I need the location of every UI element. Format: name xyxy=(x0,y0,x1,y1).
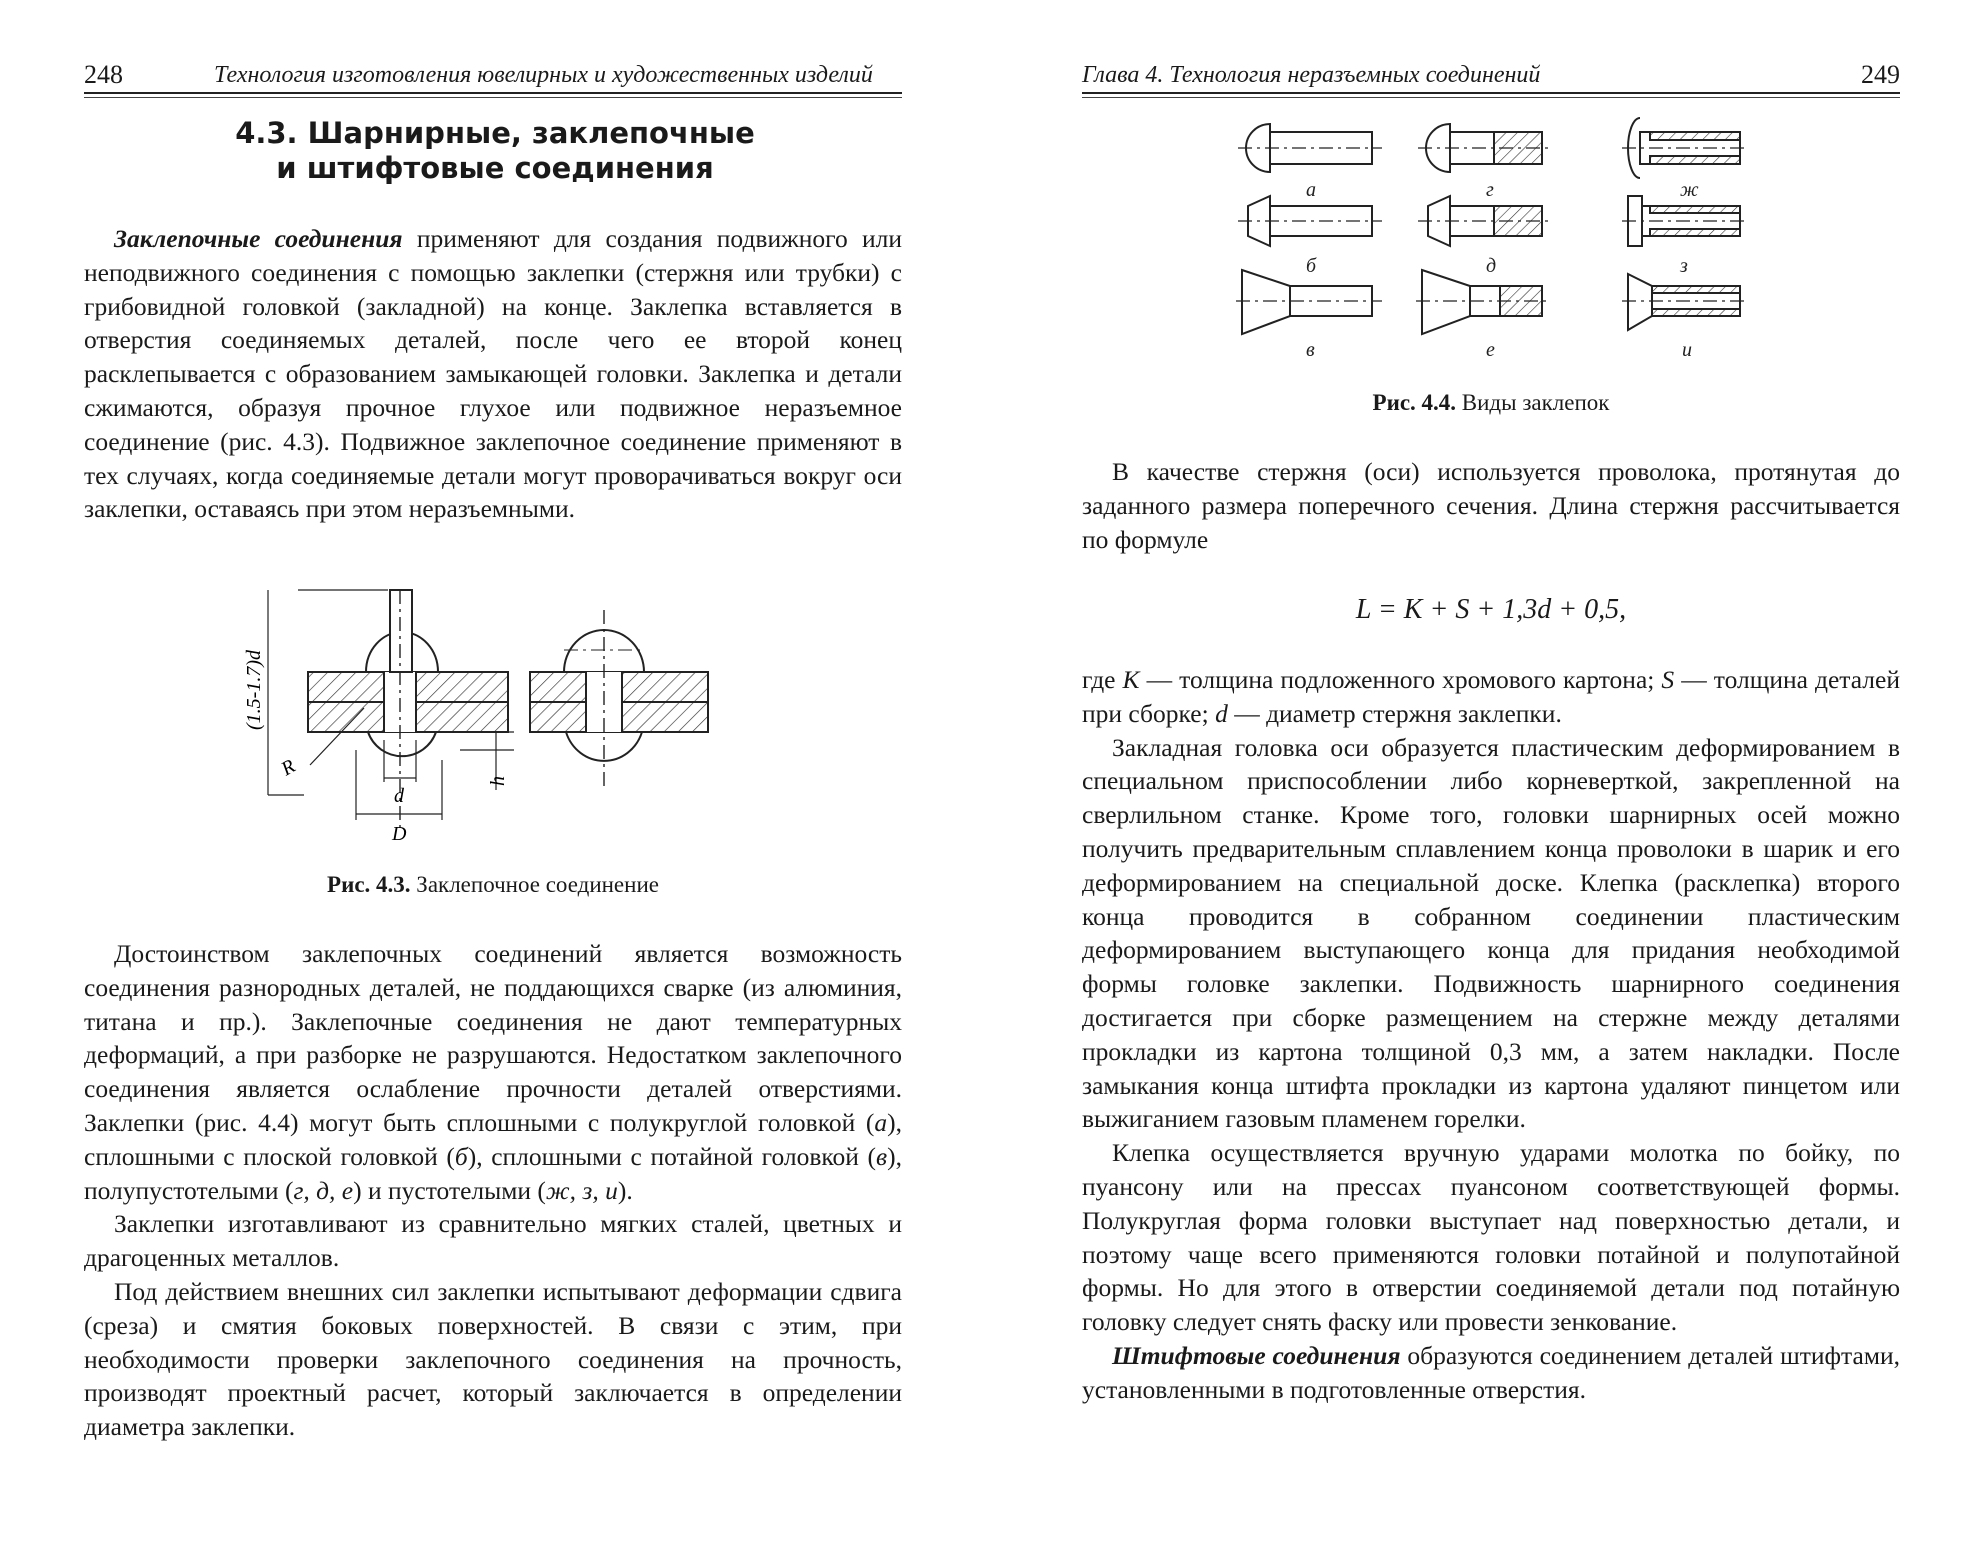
paragraph: Заклепочные соединения применяют для создания подвижного или неподвижного соединения с помощью заклепки (стержня или трубки) с грибовидной головкой (закладной) на конце. Заклепка вставляется в отверстия соединяемых деталей, после чего ее второй конец расклепывается с образованием замыкающей головки. Заклепка и детали сжимаются, образуя прочное глухое или подвижное неразъемное соединение (рис. 4.3). Подвижное заклепочное соединение применяют в тех случаях, когда соединяемые детали могут проворачиваться вокруг оси заклепки, оставаясь при этом неразъемными. xyxy=(84,224,902,524)
fig44-letter-g: г xyxy=(1486,179,1494,201)
page-number-right: 249 xyxy=(1861,60,1900,89)
figure-4-4-rivet-types xyxy=(1232,112,1792,362)
fig44-letter-d: д xyxy=(1486,255,1497,277)
rivet-b xyxy=(1238,196,1382,246)
paragraph: Клепка осуществляется вручную ударами молотка по бойку, по пуансону или на прессах пуансоном соответствующей формы. Полукруглая форма головки выступает над поверхностью детали, и поэтому чаще всего применяются головки потайной и полупотайной формы. Но для этого в отверстии соединяемой детали под потайную головку следует снять фаску или провести зенкование. xyxy=(1082,1138,1900,1337)
fig44-letter-e: е xyxy=(1486,339,1495,361)
paragraph: Закладная головка оси образуется пластическим деформированием в специальном приспособлении либо корневерткой, закрепленной на сверлильном станке. Кроме того, головки шарнирных осей можно получить предварительным сплавлением конца проволоки в шарик и его деформированием на специальной доске. Клепка (расклепка) второго конца проводится в собранном соединении пластическим деформированием выступающего конца для придания необходимой формы головке заклепки. Подвижность шарнирного соединения достигается при сборке размещением на стержне между деталями прокладки из картона толщиной 0,3 мм, а затем накладки. После замыкания конца штифта прокладки из картона удаляют пинцетом или выжиганием газовым пламенем горелки. xyxy=(1082,732,1900,1134)
left-body-text-2 xyxy=(84,937,902,1444)
fig44-letter-a: а xyxy=(1306,179,1316,201)
fig44-letter-v: в xyxy=(1306,339,1315,361)
page-number-left: 248 xyxy=(84,60,123,89)
rivet-v xyxy=(1236,270,1382,334)
running-header-left xyxy=(84,56,902,94)
paragraph: Заклепки изготавливают из сравнительно мягких сталей, цветных и драгоценных металлов. xyxy=(84,1209,902,1273)
fig44-letter-b: б xyxy=(1306,255,1317,277)
running-head-left: Технология изготовления ювелирных и художественных изделий xyxy=(214,62,873,88)
figure-4-3-rivet-joint xyxy=(243,590,708,850)
left-page xyxy=(0,0,982,1558)
formula: L = K + S + 1,3d + 0,5, xyxy=(1355,594,1627,625)
paragraph: Под действием внешних сил заклепки испытывают деформации сдвига (среза) и смятия боковых поверхностей. В связи с этим, при необходимости проверки заклепочного соединения на прочность, производят проектный расчет, который заключается в определении диаметра заклепки. xyxy=(84,1276,902,1442)
rivet-g xyxy=(1418,124,1550,172)
left-body-text-1 xyxy=(84,222,902,526)
figure-4-4-caption: Рис. 4.4. Виды заклепок xyxy=(1372,390,1610,415)
paragraph: В качестве стержня (оси) используется проволока, протянутая до заданного размера поперечного сечения. Длина стержня рассчитывается по формуле xyxy=(1082,457,1900,554)
right-body-text-2 xyxy=(1082,663,1900,1407)
fig43-dim-big-d: D xyxy=(392,823,407,845)
right-page xyxy=(982,0,1965,1558)
fig43-dim-d: d xyxy=(394,785,404,807)
running-head-right: Глава 4. Технология неразъемных соединений xyxy=(1082,62,1541,88)
fig44-letter-z: з xyxy=(1680,255,1688,277)
rivet-d xyxy=(1418,196,1550,246)
fig44-letter-zh: ж xyxy=(1680,179,1699,201)
rivet-a xyxy=(1238,124,1382,172)
rivet-z xyxy=(1622,196,1748,246)
fig44-letter-i: и xyxy=(1682,339,1692,361)
right-body-text-1 xyxy=(1082,455,1900,556)
paragraph: Достоинством заклепочных соединений является возможность соединения разнородных деталей, не поддающихся сварке (из алюминия, титана и пр.). Заклепочные соединения не дают температурных деформаций, а при разборке не разрушаются. Недостатком заклепочного соединения является ослабление прочности деталей отверстиями. Заклепки (рис. 4.4) могут быть сплошными с полукруглой головкой (а), сплошными с плоской головкой (б), сплошными с потайной головкой (в), полупустотелыми (г, д, е) и пустотелыми (ж, з, и). xyxy=(84,939,902,1205)
fig43-dim-vertical: (1.5-1.7)d xyxy=(243,650,265,730)
rivet-i xyxy=(1622,274,1748,330)
fig43-dim-h: h xyxy=(487,776,509,786)
rivet-e xyxy=(1416,270,1550,334)
rivet-zh xyxy=(1622,118,1748,178)
paragraph: где K — толщина подложенного хромового картона; S — толщина деталей при сборке; d — диаметр стержня заклепки. xyxy=(1082,665,1900,728)
fig43-dim-r: R xyxy=(277,755,300,781)
section-title: 4.3. Шарнирные, заклепочные и штифтовые соединения xyxy=(235,116,755,185)
paragraph: Штифтовые соединения образуются соединением деталей штифтами, установленными в подготовленные отверстия. xyxy=(1082,1340,1900,1404)
running-header-right xyxy=(1082,56,1900,94)
figure-4-3-caption: Рис. 4.3. Заклепочное соединение xyxy=(327,872,659,897)
